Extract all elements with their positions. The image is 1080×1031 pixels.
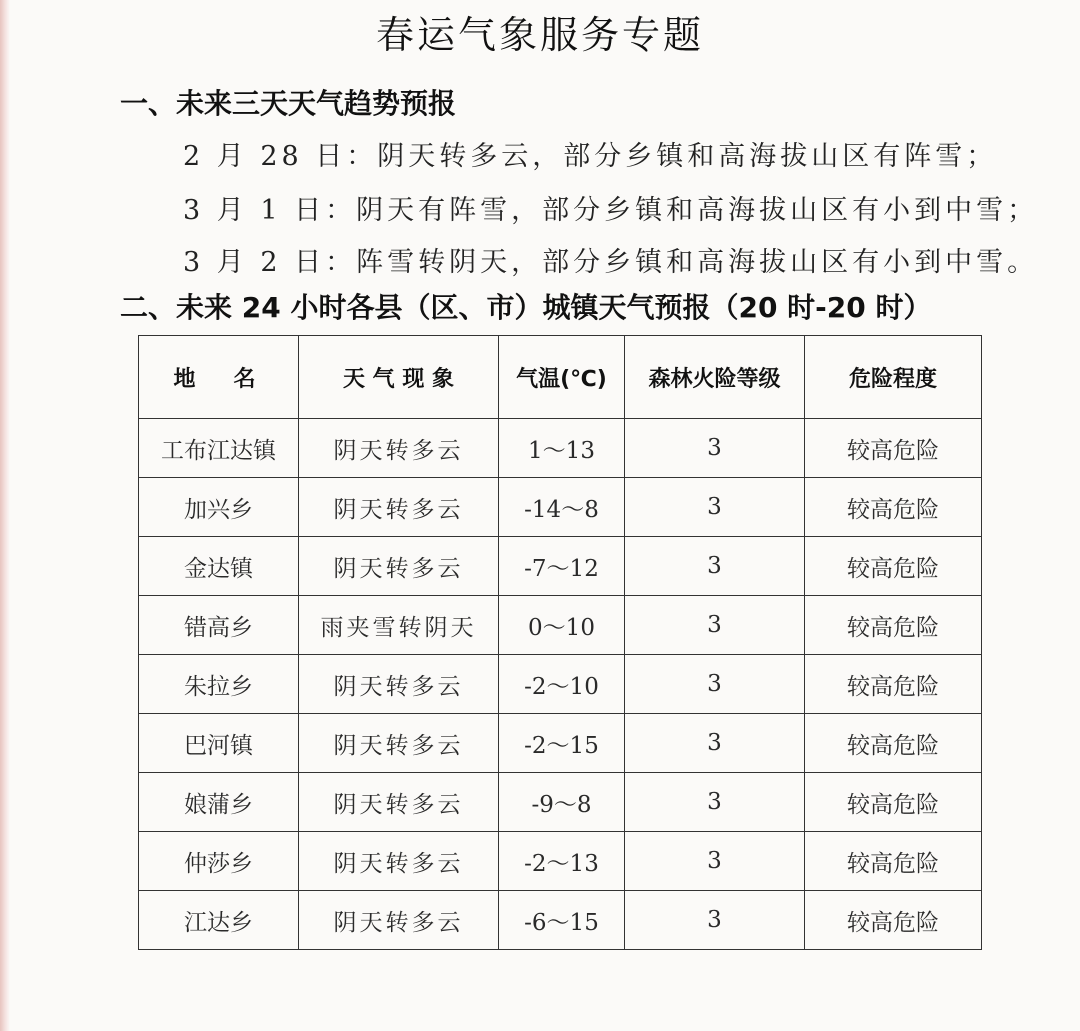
column-header-place: 地 名 <box>139 336 299 419</box>
place-cell: 巴河镇 <box>139 714 299 773</box>
risk-cell: 较高危险 <box>805 773 982 832</box>
forecast-line-day1: 2 月 28 日：阴天转多云，部分乡镇和高海拔山区有阵雪； <box>183 141 998 172</box>
fire-level-cell: 3 <box>625 891 805 950</box>
temperature-cell: -2～13 <box>499 832 625 891</box>
place-cell: 仲莎乡 <box>139 832 299 891</box>
fire-level-cell: 3 <box>625 773 805 832</box>
temperature-cell: 1～13 <box>499 419 625 478</box>
place-cell: 错高乡 <box>139 596 299 655</box>
weather-cell: 阴天转多云 <box>299 478 499 537</box>
place-cell: 娘蒲乡 <box>139 773 299 832</box>
place-cell: 朱拉乡 <box>139 655 299 714</box>
page-title: 春运气象服务专题 <box>375 13 704 57</box>
weather-cell: 雨夹雪转阴天 <box>299 596 499 655</box>
temperature-cell: -7～12 <box>499 537 625 596</box>
table-row <box>139 419 982 478</box>
weather-cell: 阴天转多云 <box>299 832 499 891</box>
fire-level-cell: 3 <box>625 419 805 478</box>
fire-level-cell: 3 <box>625 714 805 773</box>
table-row <box>139 655 982 714</box>
temperature-cell: -9～8 <box>499 773 625 832</box>
column-header-weather: 天 气 现 象 <box>299 336 499 419</box>
risk-cell: 较高危险 <box>805 419 982 478</box>
weather-cell: 阴天转多云 <box>299 714 499 773</box>
fire-level-cell: 3 <box>625 478 805 537</box>
fire-level-cell: 3 <box>625 832 805 891</box>
section-heading-three-day: 一、未来三天天气趋势预报 <box>120 87 457 120</box>
temperature-cell: -2～15 <box>499 714 625 773</box>
fire-level-cell: 3 <box>625 655 805 714</box>
weather-forecast-table <box>138 335 982 950</box>
column-header-risk: 危险程度 <box>805 336 982 419</box>
place-cell: 江达乡 <box>139 891 299 950</box>
table-header-row <box>139 336 982 419</box>
weather-cell: 阴天转多云 <box>299 655 499 714</box>
fire-level-cell: 3 <box>625 537 805 596</box>
forecast-line-day3: 3 月 2 日：阵雪转阴天，部分乡镇和高海拔山区有小到中雪。 <box>183 247 1039 278</box>
table-row <box>139 478 982 537</box>
risk-cell: 较高危险 <box>805 596 982 655</box>
temperature-cell: 0～10 <box>499 596 625 655</box>
table-row <box>139 596 982 655</box>
weather-cell: 阴天转多云 <box>299 419 499 478</box>
risk-cell: 较高危险 <box>805 655 982 714</box>
weather-cell: 阴天转多云 <box>299 891 499 950</box>
place-cell: 加兴乡 <box>139 478 299 537</box>
place-cell: 工布江达镇 <box>139 419 299 478</box>
table-row <box>139 537 982 596</box>
table-row <box>139 891 982 950</box>
temperature-cell: -2～10 <box>499 655 625 714</box>
table-row <box>139 773 982 832</box>
column-header-fire-level: 森林火险等级 <box>625 336 805 419</box>
risk-cell: 较高危险 <box>805 832 982 891</box>
place-cell: 金达镇 <box>139 537 299 596</box>
risk-cell: 较高危险 <box>805 714 982 773</box>
temperature-cell: -6～15 <box>499 891 625 950</box>
column-header-temperature: 气温(℃) <box>499 336 625 419</box>
risk-cell: 较高危险 <box>805 478 982 537</box>
risk-cell: 较高危险 <box>805 891 982 950</box>
weather-cell: 阴天转多云 <box>299 773 499 832</box>
page-edge-stain <box>0 0 10 1031</box>
section-heading-24h: 二、未来 24 小时各县（区、市）城镇天气预报（20 时-20 时） <box>120 291 932 324</box>
weather-cell: 阴天转多云 <box>299 537 499 596</box>
temperature-cell: -14～8 <box>499 478 625 537</box>
fire-level-cell: 3 <box>625 596 805 655</box>
risk-cell: 较高危险 <box>805 537 982 596</box>
table-row <box>139 832 982 891</box>
forecast-line-day2: 3 月 1 日：阴天有阵雪，部分乡镇和高海拔山区有小到中雪； <box>183 195 1039 226</box>
table-row <box>139 714 982 773</box>
